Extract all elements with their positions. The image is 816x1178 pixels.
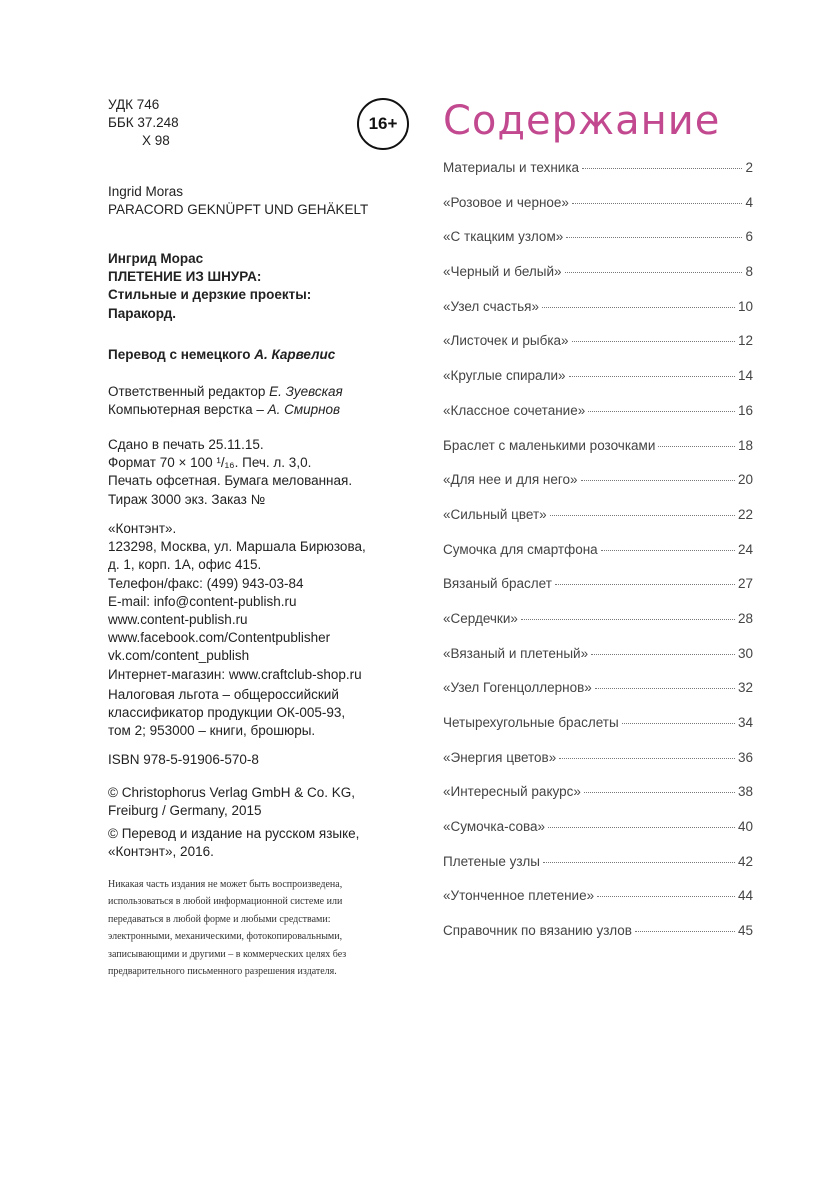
toc-entry [443,507,753,542]
age-rating-badge: 16+ [357,98,409,150]
toc-entry-title: Четырехугольные браслеты [443,715,619,730]
legal-line: электронными, механическими, фотокопировальными, [108,931,343,943]
toc-entry-title: Браслет с маленькими розочками [443,437,656,453]
toc-entry [443,576,753,611]
toc-entry [443,715,753,750]
toc-entry-page: 4 [745,194,753,210]
toc-entry-title: «Классное сочетание» [443,402,586,418]
toc-entry [443,299,753,334]
tax-line: том 2; 953000 – книги, брошюры. [108,723,316,739]
publisher-line: Интернет-магазин: www.craftclub-shop.ru [108,666,362,682]
toc-entry-title: «Утонченное плетение» [443,888,595,904]
original-author: Ingrid Moras [108,184,184,199]
toc-entry-page: 10 [737,298,753,314]
publisher-line: д. 1, корп. 1А, офис 415. [108,557,262,573]
toc-entry [443,264,753,299]
author-mark: Х 98 [142,133,170,148]
toc-entry [443,229,753,264]
print-line: Формат 70 × 100 ¹/₁₆. Печ. л. 3,0. [108,455,312,471]
toc-title: Содержание [443,98,721,144]
layout-label: Компьютерная верстка – [108,402,268,418]
toc-entry [443,923,753,958]
print-line: Печать офсетная. Бумага мелованная. [108,473,353,489]
toc-entry [443,368,753,403]
toc-leader-dots [588,411,735,412]
toc-entry-page: 22 [737,506,753,522]
toc-entry-page: 38 [737,784,753,800]
isbn: ISBN 978-5-91906-570-8 [108,752,259,767]
toc-leader-dots [572,341,735,342]
russian-title-line: Стильные и дерзкие проекты: [108,287,312,303]
toc-entry-title: «Энергия цветов» [443,749,557,765]
toc-entry-page: 28 [737,610,753,626]
toc-leader-dots [542,307,735,308]
toc-entry-page: 14 [737,368,753,384]
toc-entry-title: «С ткацким узлом» [443,229,564,245]
toc-entry-title: «Интересный ракурс» [443,784,581,800]
legal-line: использоваться в любой информационной системе или [108,896,343,908]
toc-entry-page: 16 [737,402,753,418]
translation-credit [108,346,335,364]
toc-entry-title: «Узел счастья» [443,298,539,314]
toc-entry-title: «Сумочка-сова» [443,819,546,835]
toc-entry-title: «Сильный цвет» [443,506,547,522]
tax-line: Налоговая льгота – общероссийский [108,687,339,702]
toc-leader-dots [565,272,743,273]
toc-entry-page: 45 [737,923,753,939]
layout-credit [108,401,343,419]
translation-label: Перевод с немецкого [108,347,255,362]
toc-entry-title: «Узел Гогенцоллернов» [443,680,592,696]
toc-entry-page: 8 [745,264,753,280]
toc-leader-dots [658,446,735,447]
copyright-translation [108,825,359,861]
original-edition [108,183,368,219]
print-line: Сдано в печать 25.11.15. [108,437,264,452]
toc-leader-dots [635,931,735,932]
copyright-original [108,784,355,820]
toc-entry-title: «Розовое и черное» [443,194,569,210]
toc-leader-dots [584,792,735,793]
toc-leader-dots [597,896,735,897]
toc-entry-page: 2 [745,160,753,175]
toc-leader-dots [566,237,742,238]
toc-leader-dots [555,584,735,585]
toc-entry-page: 12 [737,333,753,349]
toc-entry-title: Материалы и техника [443,160,580,175]
toc-entry [443,611,753,646]
publisher-line: Телефон/факс: (499) 943-03-84 [108,575,304,591]
copyright-line: © Christophorus Verlag GmbH & Co. KG, [108,785,356,800]
publisher-line: 123298, Москва, ул. Маршала Бирюзова, [108,539,366,555]
toc-entry [443,888,753,923]
translator-name: А. Карвелис [254,347,336,362]
russian-edition [108,250,311,323]
toc-leader-dots [521,619,735,620]
toc-entry [443,819,753,854]
publisher-line: E-mail: info@content-publish.ru [108,593,297,609]
toc-entry-page: 32 [737,680,753,696]
legal-line: предварительного письменного разрешения издателя. [108,966,337,978]
toc-entry-title: Вязаный браслет [443,576,552,592]
toc-entry [443,438,753,473]
tax-info [108,686,345,741]
toc-leader-dots [550,515,735,516]
copyright-line: © Перевод и издание на русском языке, [108,826,360,841]
toc-list [443,160,753,958]
toc-entry [443,646,753,681]
toc-entry [443,403,753,438]
toc-entry [443,195,753,230]
toc-entry [443,854,753,889]
editor-name: Е. Зуевская [269,384,343,399]
toc-leader-dots [581,480,735,481]
toc-entry-page: 18 [737,437,753,453]
toc-leader-dots [569,376,735,377]
toc-entry-title: Плетеные узлы [443,853,540,869]
udk-code: УДК 746 [108,97,160,112]
original-title: PARACORD GEKNÜPFT UND GEHÄKELT [108,202,369,218]
russian-author: Ингрид Морас [108,251,204,266]
copyright-line: «Контэнт», 2016. [108,844,214,860]
russian-title-line: ПЛЕТЕНИЕ ИЗ ШНУРА: [108,269,262,285]
toc-leader-dots [572,203,743,204]
toc-entry [443,333,753,368]
toc-entry-page: 24 [737,541,753,557]
toc-leader-dots [559,758,735,759]
toc-entry-title: Сумочка для смартфона [443,541,598,557]
publisher-line: vk.com/content_publish [108,648,250,664]
toc-leader-dots [595,688,735,689]
legal-notice [108,876,418,980]
toc-entry [443,472,753,507]
toc-leader-dots [548,827,735,828]
toc-leader-dots [543,862,735,863]
toc-entry-title: «Листочек и рыбка» [443,333,569,349]
publisher-info [108,520,366,684]
toc-leader-dots [601,550,735,551]
editorial-credits [108,383,343,419]
toc-entry-title: «Вязаный и плетеный» [443,645,589,661]
toc-entry [443,160,753,195]
bbk-code: ББК 37.248 [108,115,179,130]
print-line: Тираж 3000 экз. Заказ № [108,491,266,507]
legal-line: записывающими и другими – в коммерческих целях без [108,948,347,960]
toc-entry-title: «Сердечки» [443,610,518,626]
toc-entry-page: 30 [737,645,753,661]
russian-title-line: Паракорд. [108,305,177,321]
print-info [108,436,352,509]
toc-entry-title: «Круглые спирали» [443,368,566,384]
toc-entry-title: «Для нее и для него» [443,472,578,488]
toc-entry-page: 27 [737,576,753,592]
toc-entry-page: 20 [737,472,753,488]
toc-leader-dots [591,654,735,655]
toc-leader-dots [622,723,735,724]
legal-line: Никакая часть издания не может быть воспроизведена, [108,879,343,890]
legal-line: передаваться в любой форме и любыми средствами: [108,913,331,925]
toc-entry [443,784,753,819]
toc-entry [443,750,753,785]
tax-line: классификатор продукции ОК-005-93, [108,705,346,721]
toc-entry-page: 6 [745,229,753,245]
toc-entry-page: 40 [737,819,753,835]
toc-entry [443,542,753,577]
publisher-line: «Контэнт». [108,521,177,536]
toc-entry-title: Справочник по вязанию узлов [443,923,632,939]
toc-entry-page: 34 [737,715,753,730]
publisher-line: www.facebook.com/Contentpublisher [108,630,331,646]
toc-entry-page: 36 [737,749,753,765]
toc-entry-page: 44 [737,888,753,904]
toc-entry [443,680,753,715]
publisher-line: www.content-publish.ru [108,612,248,628]
layout-name: А. Смирнов [267,402,341,418]
editor-label: Ответственный редактор [108,384,270,399]
toc-entry-title: «Черный и белый» [443,264,562,280]
toc-entry-page: 42 [737,853,753,869]
editor-credit [108,383,343,401]
copyright-line: Freiburg / Germany, 2015 [108,803,262,819]
toc-leader-dots [582,168,742,169]
